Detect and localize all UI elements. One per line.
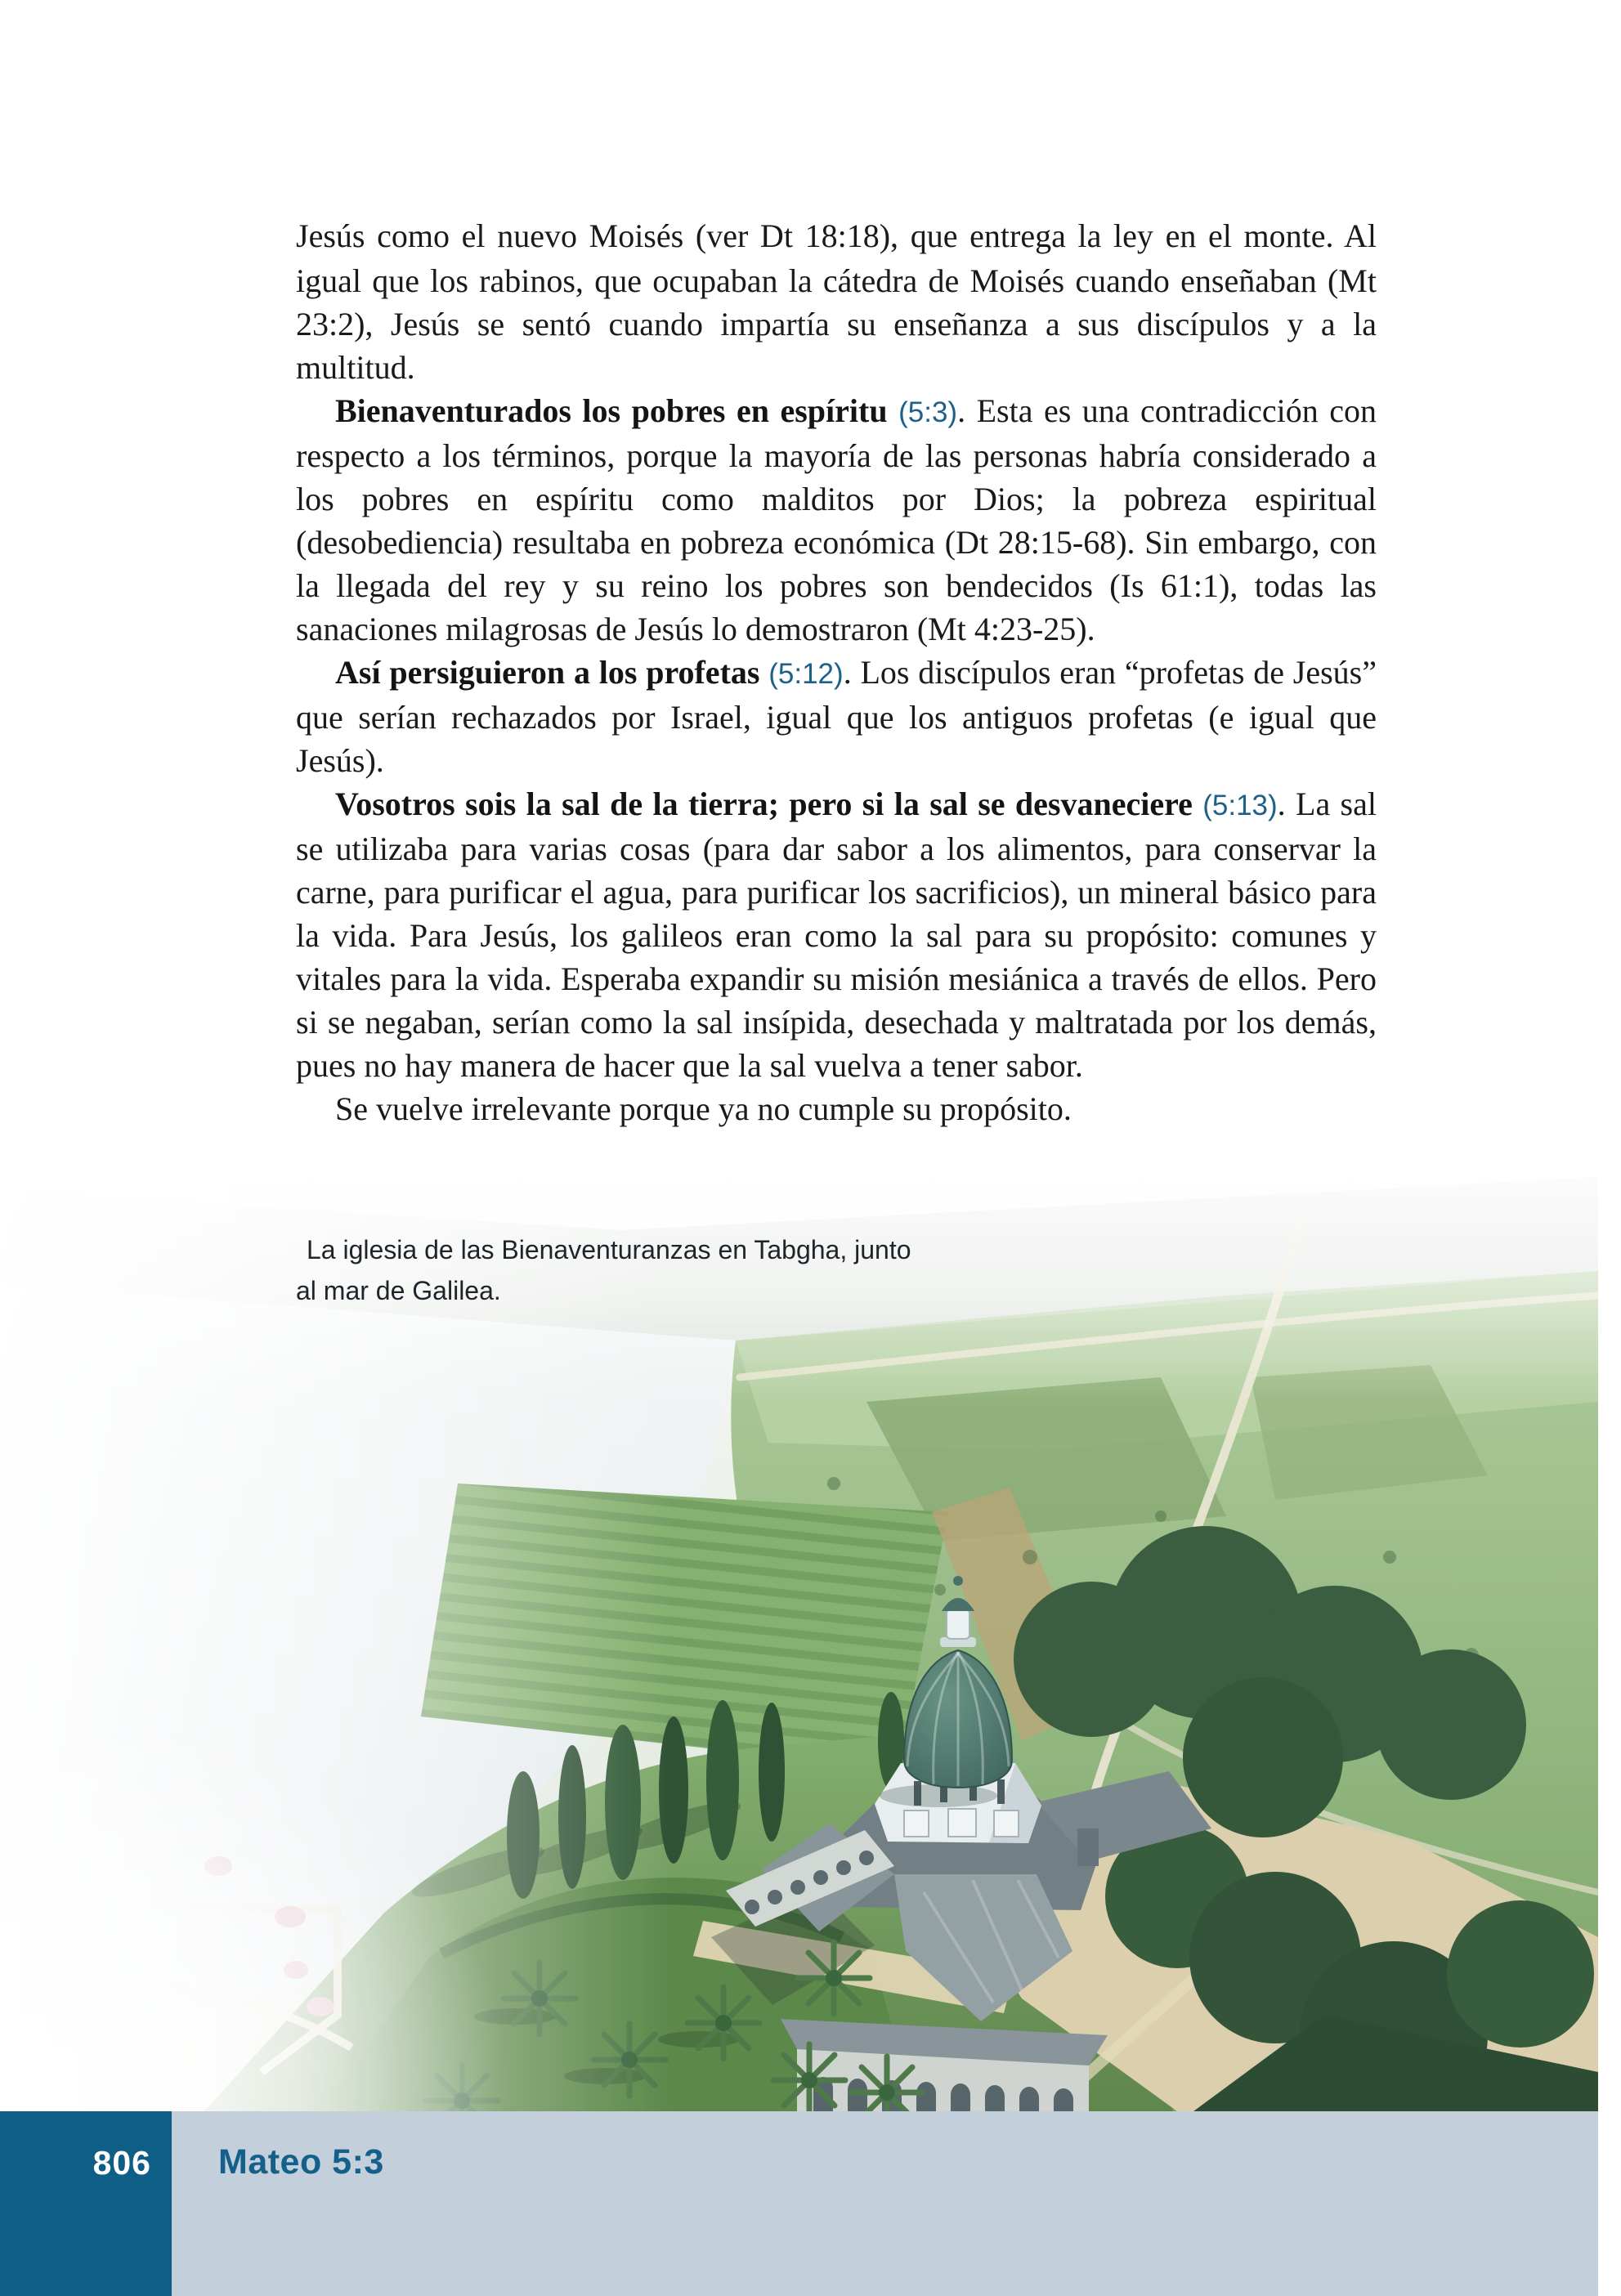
paragraph-intro [296, 214, 1377, 389]
verse-reference: (5:13) [1202, 790, 1278, 821]
page-number: 806 [92, 2144, 151, 2182]
photo-caption [296, 1229, 999, 1311]
verse-reference: (5:12) [768, 658, 844, 690]
page-number-box [0, 2111, 172, 2296]
paragraph-5-3 [296, 389, 1377, 651]
paragraph-text: . Los discípulos eran “profetas de Jesús” que serían rechazados por Israel, igual que los antiguos profetas (e igual que Jesús). [296, 654, 1377, 779]
commentary-text [296, 214, 1377, 1132]
bold-lead: Vosotros sois la sal de la tierra; pero si la sal se desvaneciere [335, 785, 1203, 822]
paragraph-text: . Esta es una contradicción con respecto a los términos, porque la mayoría de las personas habría considerado a los pobres en espíritu como malditos por Dios; la pobreza espiritual (desobediencia) resultaba en pobreza económica (Dt 28:15-68). Sin embargo, con la llegada del rey y su reino los pobres son bendecidos (Is 61:1), todas las sanaciones milagrosas de Jesús lo demostraron (Mt 4:23-25). [296, 392, 1377, 647]
caption-line-2: al mar de Galilea. [296, 1276, 501, 1305]
paragraph-5-12 [296, 651, 1377, 782]
caption-line-1: La iglesia de las Bienaventuranzas en Tabgha, junto [307, 1235, 911, 1264]
verse-reference: (5:3) [898, 396, 958, 428]
footer-reference: Mateo 5:3 [218, 2142, 384, 2182]
bold-lead: Así persiguieron a los profetas [335, 654, 769, 691]
bold-lead: Bienaventurados los pobres en espíritu [335, 392, 899, 429]
paragraph-text: . La sal se utilizaba para varias cosas (para dar sabor a los alimentos, para conservar la carne, para purificar el agua, para purificar los sacrificios), un mineral básico para la vida. Para Jesús, los galileos eran como la sal para su propósito: comunes y vitales para la vida. Esperaba expandir su misión mesiánica a través de ellos. Pero si se negaban, serían como la sal insípida, desechada y maltratada por los demás, pues no hay manera de hacer que la sal vuelva a tener sabor. [296, 785, 1377, 1084]
paragraph-text: Se vuelve irrelevante porque ya no cumple su propósito. [335, 1090, 1072, 1127]
paragraph-closing [296, 1087, 1377, 1132]
paragraph-5-13 [296, 782, 1377, 1087]
footer [0, 2111, 1621, 2296]
paragraph-text: Jesús como el nuevo Moisés (ver Dt 18:18), que entrega la ley en el monte. Al igual que los rabinos, que ocupaban la cátedra de Moisés cuando enseñaban (Mt 23:2), Jesús se sentó cuando impartía su enseñanza a sus discípulos y a la multitud. [296, 217, 1377, 386]
footer-band [172, 2111, 1598, 2296]
